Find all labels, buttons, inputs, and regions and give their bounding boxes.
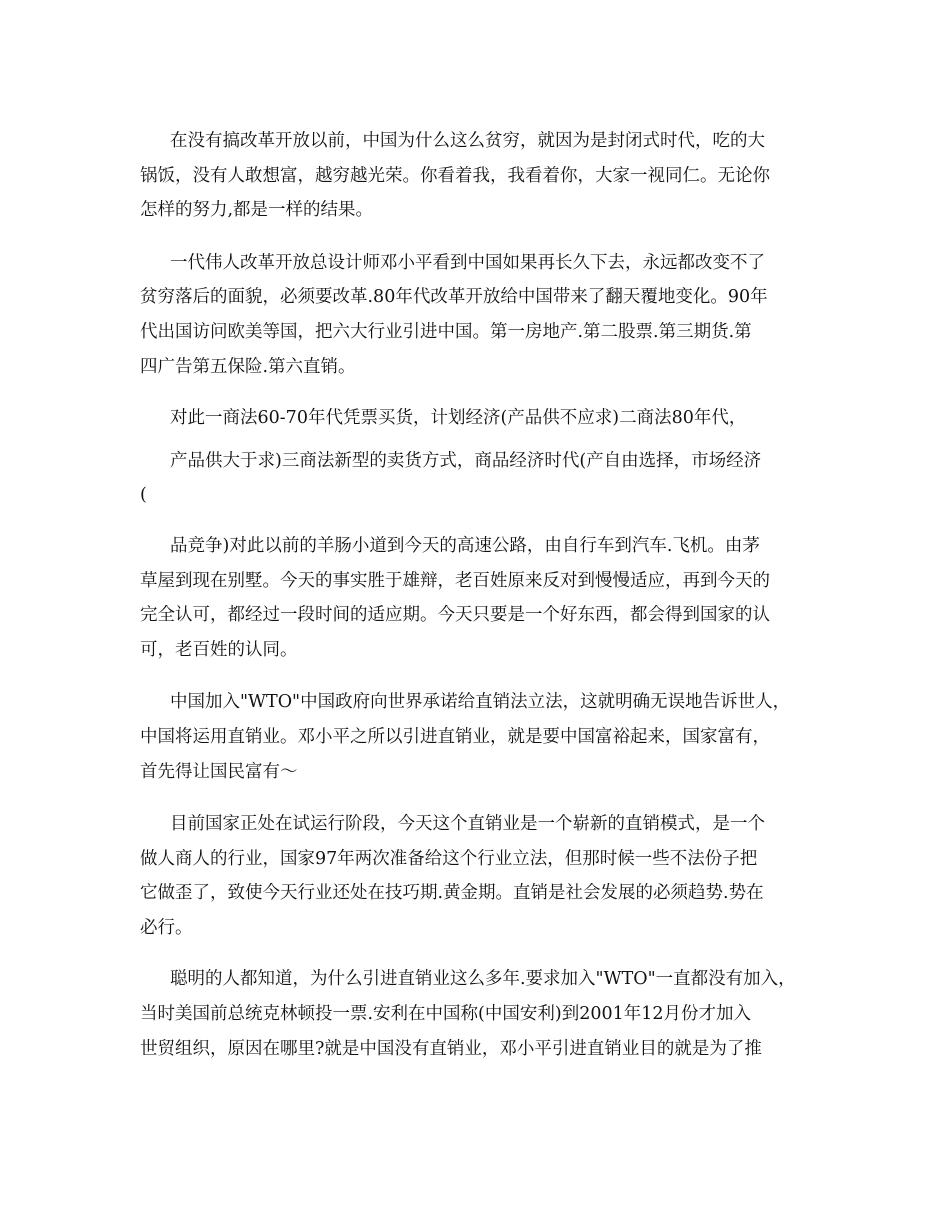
paragraph-line: 首先得让国民富有～ [140,761,298,782]
paragraph-line: 目前国家正处在试运行阶段，今天这个直销业是一个崭新的直销模式，是一个 [170,814,765,835]
paragraph-line: 世贸组织，原因在哪里?就是中国没有直销业，邓小平引进直销业目的就是为了推 [140,1038,762,1059]
paragraph-line: 草屋到现在别墅。今天的事实胜于雄辩，老百姓原来反对到慢慢适应，再到今天的 [140,570,770,591]
paragraph-line: 在没有搞改革开放以前，中国为什么这么贫穷，就因为是封闭式时代，吃的大 [170,131,765,151]
paragraph-line: 中国加入"WTO"中国政府向世界承诺给直销法立法，这就明确无误地告诉世人， [170,692,791,713]
paragraph-line: 四广告第五保险.第六直销。 [140,356,356,377]
paragraph-2 [140,246,820,384]
paragraph-line: 品竞争)对此以前的羊肠小道到今天的高速公路，由自行车到汽车.飞机。由茅 [170,535,760,556]
paragraph-line: 一代伟人改革开放总设计师邓小平看到中国如果再长久下去，永远都改变不了 [170,252,765,273]
paragraph-line: 产品供大于求)三商法新型的卖货方式，商品经济时代(产自由选择，市场经济 [170,450,762,471]
document-body [140,124,820,1066]
paragraph-3 [140,401,820,436]
paragraph-line: 做人商人的行业，国家97年两次准备给这个行业立法，但那时候一些不法份子把 [140,848,758,869]
paragraph-4 [140,444,820,513]
paragraph-line: 完全认可，都经过一段时间的适应期。今天只要是一个好东西，都会得到国家的认 [140,605,770,626]
paragraph-6 [140,685,820,789]
paragraph-line: 可，老百姓的认同。 [140,639,298,660]
paragraph-5 [140,529,820,667]
paragraph-line: 怎样的努力,都是一样的结果。 [140,200,374,221]
paragraph-line: 对此一商法60-70年代凭票买货，计划经济(产品供不应求)二商法80年代， [170,408,747,429]
paragraph-line: ( [140,485,147,506]
paragraph-line: 锅饭，没有人敢想富，越穷越光荣。你看着我，我看着你，大家一视同仁。无论你 [140,165,770,186]
paragraph-8 [140,962,820,1066]
paragraph-line: 中国将运用直销业。邓小平之所以引进直销业，就是要中国富裕起来，国家富有， [140,726,770,747]
paragraph-line: 代出国访问欧美等国，把六大行业引进中国。第一房地产.第二股票.第三期货.第 [140,321,752,342]
paragraph-1 [140,124,820,228]
paragraph-7 [140,807,820,945]
paragraph-line: 必行。 [140,917,193,938]
paragraph-line: 贫穷落后的面貌，必须要改革.80年代改革开放给中国带来了翻天覆地变化。90年 [140,287,768,308]
paragraph-line: 它做歪了，致使今天行业还处在技巧期.黄金期。直销是社会发展的必须趋势.势在 [140,883,764,904]
paragraph-line: 聪明的人都知道，为什么引进直销业这么多年.要求加入"WTO"一直都没有加入， [170,969,796,990]
paragraph-line: 当时美国前总统克林顿投一票.安利在中国称(中国安利)到2001年12月份才加入 [140,1004,752,1025]
